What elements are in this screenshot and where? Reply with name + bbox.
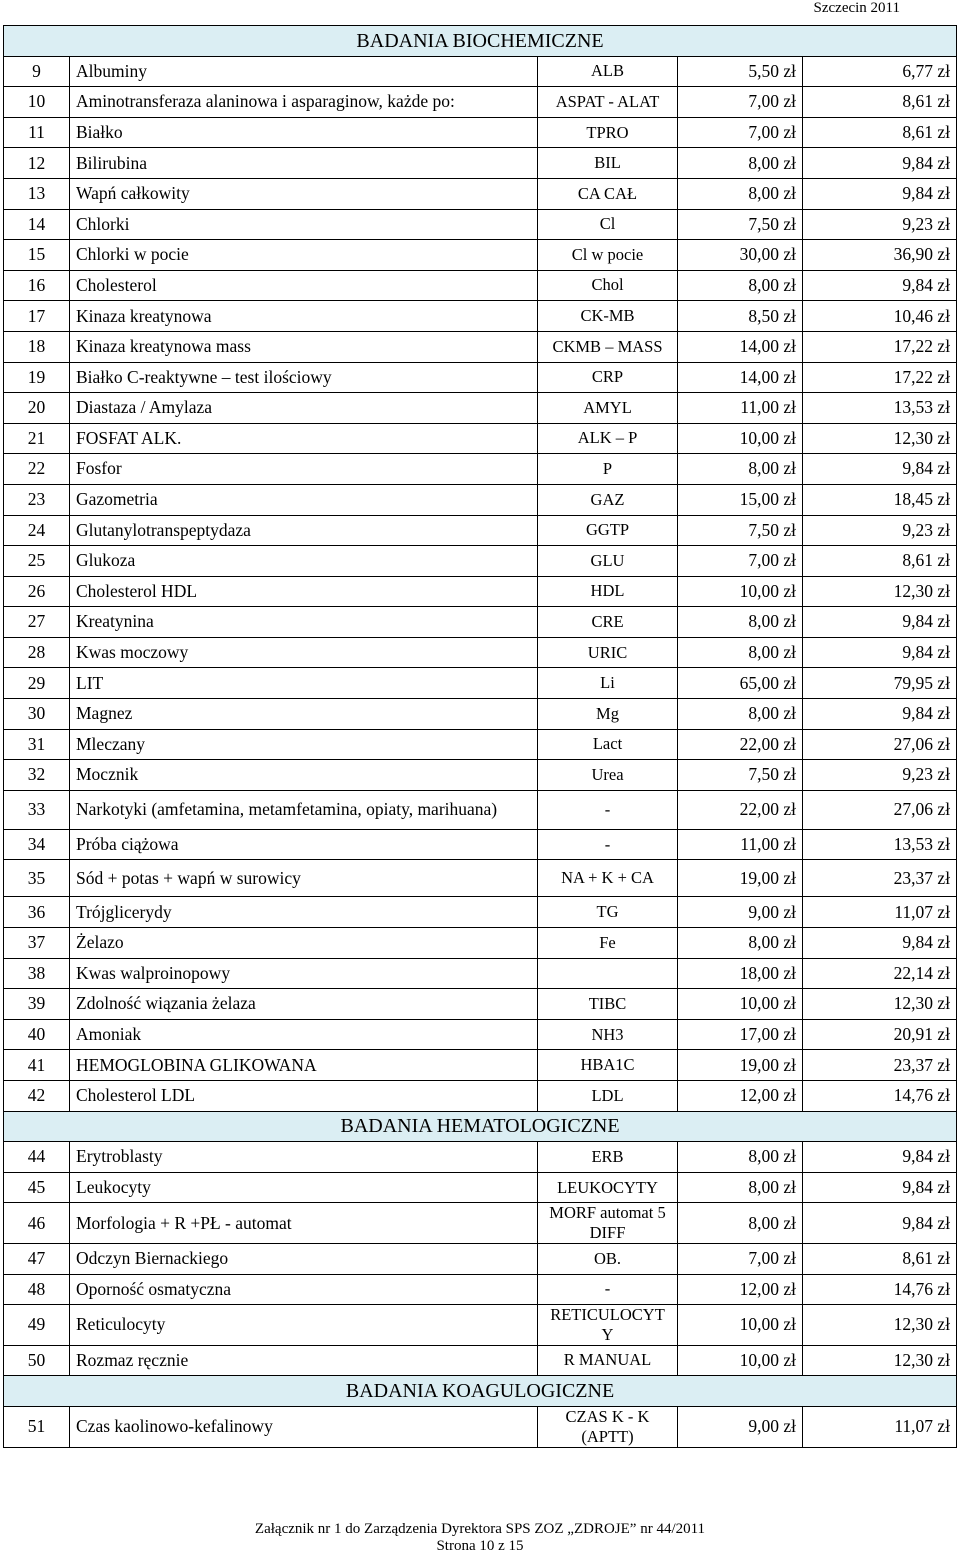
table-row xyxy=(4,87,957,118)
price-gross: 9,84 zł xyxy=(803,928,957,959)
table-row xyxy=(4,576,957,607)
price-net: 9,00 zł xyxy=(678,897,803,928)
table-row xyxy=(4,546,957,577)
price-net: 8,00 zł xyxy=(678,1142,803,1173)
test-name: HEMOGLOBINA GLIKOWANA xyxy=(70,1050,538,1081)
test-code: Cl w pocie xyxy=(538,240,678,271)
price-gross: 12,30 zł xyxy=(803,989,957,1020)
test-code: CK-MB xyxy=(538,301,678,332)
test-number: 25 xyxy=(4,546,70,577)
test-code: CRP xyxy=(538,362,678,393)
price-gross: 9,84 zł xyxy=(803,607,957,638)
test-code: Li xyxy=(538,668,678,699)
test-code-text: RETICULOCYT Y xyxy=(550,1305,665,1344)
test-code-text: CZAS K - K (APTT) xyxy=(565,1406,650,1446)
price-table-body xyxy=(4,26,957,1448)
test-number: 13 xyxy=(4,178,70,209)
price-net: 17,00 zł xyxy=(678,1019,803,1050)
test-name: Leukocyty xyxy=(70,1172,538,1203)
test-code: P xyxy=(538,454,678,485)
table-row xyxy=(4,148,957,179)
price-gross: 9,84 zł xyxy=(803,454,957,485)
test-name: Rozmaz ręcznie xyxy=(70,1345,538,1376)
test-number: 10 xyxy=(4,87,70,118)
test-number: 35 xyxy=(4,860,70,897)
table-row xyxy=(4,989,957,1020)
section-header-row xyxy=(4,1376,957,1407)
table-row xyxy=(4,829,957,860)
test-number: 26 xyxy=(4,576,70,607)
price-gross: 27,06 zł xyxy=(803,790,957,829)
price-net: 8,00 zł xyxy=(678,1172,803,1203)
test-number: 9 xyxy=(4,56,70,87)
table-row xyxy=(4,178,957,209)
table-row xyxy=(4,607,957,638)
test-name: Białko xyxy=(70,117,538,148)
test-number: 36 xyxy=(4,897,70,928)
price-net: 10,00 zł xyxy=(678,1305,803,1346)
price-net: 5,50 zł xyxy=(678,56,803,87)
price-net: 14,00 zł xyxy=(678,331,803,362)
test-number: 45 xyxy=(4,1172,70,1203)
test-number: 38 xyxy=(4,958,70,989)
price-gross: 9,84 zł xyxy=(803,1142,957,1173)
test-number: 21 xyxy=(4,423,70,454)
test-name: Odczyn Biernackiego xyxy=(70,1243,538,1274)
price-gross: 12,30 zł xyxy=(803,576,957,607)
test-code: CKMB – MASS xyxy=(538,331,678,362)
price-net: 8,50 zł xyxy=(678,301,803,332)
test-name: Trójglicerydy xyxy=(70,897,538,928)
test-number: 18 xyxy=(4,331,70,362)
price-gross: 27,06 zł xyxy=(803,729,957,760)
test-code: TPRO xyxy=(538,117,678,148)
price-net: 8,00 zł xyxy=(678,454,803,485)
price-net: 65,00 zł xyxy=(678,668,803,699)
table-row xyxy=(4,1142,957,1173)
table-row xyxy=(4,1274,957,1305)
test-code: TIBC xyxy=(538,989,678,1020)
test-name: Cholesterol LDL xyxy=(70,1081,538,1112)
test-name: Aminotransferaza alaninowa i asparaginow, każde po: xyxy=(70,87,538,118)
test-code: LDL xyxy=(538,1081,678,1112)
table-row xyxy=(4,760,957,791)
test-code: ASPAT - ALAT xyxy=(538,87,678,118)
test-code: TG xyxy=(538,897,678,928)
price-gross: 9,23 zł xyxy=(803,209,957,240)
table-row xyxy=(4,1305,957,1346)
test-number: 14 xyxy=(4,209,70,240)
section-title: BADANIA HEMATOLOGICZNE xyxy=(4,1111,957,1142)
test-name: Magnez xyxy=(70,699,538,730)
test-number: 20 xyxy=(4,393,70,424)
test-name: Erytroblasty xyxy=(70,1142,538,1173)
document-date: Szczecin 2011 xyxy=(813,0,900,16)
price-gross: 8,61 zł xyxy=(803,117,957,148)
test-name: Kreatynina xyxy=(70,607,538,638)
footer-page-number: Strona 10 z 15 xyxy=(436,1538,524,1554)
test-number: 24 xyxy=(4,515,70,546)
test-code: ALB xyxy=(538,56,678,87)
price-gross: 13,53 zł xyxy=(803,393,957,424)
price-net: 8,00 zł xyxy=(678,699,803,730)
table-row xyxy=(4,117,957,148)
price-net: 15,00 zł xyxy=(678,484,803,515)
table-row xyxy=(4,729,957,760)
test-name xyxy=(70,790,538,829)
test-name xyxy=(70,1203,538,1244)
test-number: 44 xyxy=(4,1142,70,1173)
test-code-text: MORF automat 5 DIFF xyxy=(549,1203,666,1243)
test-name: Oporność osmatyczna xyxy=(70,1274,538,1305)
test-name: Cholesterol xyxy=(70,270,538,301)
test-name: Fosfor xyxy=(70,454,538,485)
price-net: 9,00 zł xyxy=(678,1406,803,1447)
price-gross: 79,95 zł xyxy=(803,668,957,699)
test-number: 37 xyxy=(4,928,70,959)
table-row xyxy=(4,454,957,485)
table-row xyxy=(4,1243,957,1274)
price-net: 12,00 zł xyxy=(678,1081,803,1112)
test-number: 12 xyxy=(4,148,70,179)
price-gross: 9,84 zł xyxy=(803,637,957,668)
price-net: 22,00 zł xyxy=(678,729,803,760)
price-net: 22,00 zł xyxy=(678,790,803,829)
test-name: Kwas walproinopowy xyxy=(70,958,538,989)
test-code xyxy=(538,790,678,829)
test-number: 23 xyxy=(4,484,70,515)
test-code: BIL xyxy=(538,148,678,179)
table-row xyxy=(4,928,957,959)
section-title: BADANIA BIOCHEMICZNE xyxy=(4,26,957,57)
price-net: 10,00 zł xyxy=(678,423,803,454)
test-number: 16 xyxy=(4,270,70,301)
test-name: Mleczany xyxy=(70,729,538,760)
test-number: 49 xyxy=(4,1305,70,1346)
test-code: OB. xyxy=(538,1243,678,1274)
table-row xyxy=(4,362,957,393)
price-gross: 8,61 zł xyxy=(803,546,957,577)
footer-attachment-note: Załącznik nr 1 do Zarządzenia Dyrektora SPS ZOZ „ZDROJE” nr 44/2011 xyxy=(254,1521,706,1537)
test-code: CRE xyxy=(538,607,678,638)
test-code xyxy=(538,958,678,989)
table-row xyxy=(4,515,957,546)
price-net: 7,50 zł xyxy=(678,515,803,546)
test-number: 27 xyxy=(4,607,70,638)
table-row xyxy=(4,56,957,87)
price-gross: 9,84 zł xyxy=(803,1172,957,1203)
price-net: 19,00 zł xyxy=(678,1050,803,1081)
test-name: Kinaza kreatynowa mass xyxy=(70,331,538,362)
price-net: 12,00 zł xyxy=(678,1274,803,1305)
price-gross: 9,84 zł xyxy=(803,270,957,301)
price-net: 7,00 zł xyxy=(678,1243,803,1274)
price-net: 14,00 zł xyxy=(678,362,803,393)
price-gross: 10,46 zł xyxy=(803,301,957,332)
test-name: Bilirubina xyxy=(70,148,538,179)
table-row xyxy=(4,423,957,454)
price-net: 7,00 zł xyxy=(678,87,803,118)
test-code: GAZ xyxy=(538,484,678,515)
price-gross: 9,84 zł xyxy=(803,178,957,209)
price-net: 7,50 zł xyxy=(678,760,803,791)
price-gross: 20,91 zł xyxy=(803,1019,957,1050)
price-net: 7,50 zł xyxy=(678,209,803,240)
test-code-text: - xyxy=(604,799,611,819)
test-name-text: Czas kaolinowo-kefalinowy xyxy=(76,1416,273,1437)
table-row xyxy=(4,790,957,829)
test-code: HDL xyxy=(538,576,678,607)
price-net: 10,00 zł xyxy=(678,1345,803,1376)
test-number: 19 xyxy=(4,362,70,393)
price-gross: 6,77 zł xyxy=(803,56,957,87)
test-number: 11 xyxy=(4,117,70,148)
test-name: FOSFAT ALK. xyxy=(70,423,538,454)
price-net: 8,00 zł xyxy=(678,178,803,209)
test-number: 51 xyxy=(4,1406,70,1447)
table-row xyxy=(4,1050,957,1081)
test-name: Żelazo xyxy=(70,928,538,959)
test-code: ALK – P xyxy=(538,423,678,454)
test-code: - xyxy=(538,829,678,860)
test-number: 50 xyxy=(4,1345,70,1376)
test-code: NA + K + CA xyxy=(538,860,678,897)
test-number: 17 xyxy=(4,301,70,332)
price-gross: 18,45 zł xyxy=(803,484,957,515)
test-name: Mocznik xyxy=(70,760,538,791)
test-name-text: Reticulocyty xyxy=(76,1314,166,1335)
test-code: Urea xyxy=(538,760,678,791)
test-number: 47 xyxy=(4,1243,70,1274)
section-header-row xyxy=(4,26,957,57)
price-gross: 23,37 zł xyxy=(803,860,957,897)
test-name: Sód + potas + wapń w surowicy xyxy=(70,860,538,897)
price-net: 30,00 zł xyxy=(678,240,803,271)
test-code: Lact xyxy=(538,729,678,760)
price-gross: 11,07 zł xyxy=(803,1406,957,1447)
price-gross: 8,61 zł xyxy=(803,87,957,118)
test-code xyxy=(538,1305,678,1346)
test-code: HBA1C xyxy=(538,1050,678,1081)
test-code xyxy=(538,1203,678,1244)
test-code: Cl xyxy=(538,209,678,240)
price-gross: 12,30 zł xyxy=(803,1345,957,1376)
price-net: 8,00 zł xyxy=(678,270,803,301)
test-name xyxy=(70,1406,538,1447)
price-net: 11,00 zł xyxy=(678,393,803,424)
table-row xyxy=(4,393,957,424)
section-title: BADANIA KOAGULOGICZNE xyxy=(4,1376,957,1407)
test-name: Glukoza xyxy=(70,546,538,577)
table-row xyxy=(4,301,957,332)
test-number: 42 xyxy=(4,1081,70,1112)
test-name: Chlorki w pocie xyxy=(70,240,538,271)
price-net: 11,00 zł xyxy=(678,829,803,860)
test-name: Diastaza / Amylaza xyxy=(70,393,538,424)
test-code xyxy=(538,1406,678,1447)
price-net: 18,00 zł xyxy=(678,958,803,989)
price-gross: 9,84 zł xyxy=(803,148,957,179)
test-code: AMYL xyxy=(538,393,678,424)
price-net: 8,00 zł xyxy=(678,148,803,179)
table-row xyxy=(4,668,957,699)
price-gross: 12,30 zł xyxy=(803,1305,957,1346)
test-code: ERB xyxy=(538,1142,678,1173)
test-code: R MANUAL xyxy=(538,1345,678,1376)
test-name: Glutanylotranspeptydaza xyxy=(70,515,538,546)
test-code: Chol xyxy=(538,270,678,301)
price-gross: 17,22 zł xyxy=(803,362,957,393)
table-row xyxy=(4,1172,957,1203)
test-name xyxy=(70,1305,538,1346)
test-name: Chlorki xyxy=(70,209,538,240)
table-row xyxy=(4,331,957,362)
test-code: - xyxy=(538,1274,678,1305)
price-gross: 9,23 zł xyxy=(803,760,957,791)
price-net: 10,00 zł xyxy=(678,576,803,607)
price-net: 8,00 zł xyxy=(678,607,803,638)
table-row xyxy=(4,958,957,989)
table-row xyxy=(4,240,957,271)
test-name: Kinaza kreatynowa xyxy=(70,301,538,332)
price-net: 8,00 zł xyxy=(678,928,803,959)
test-code: GLU xyxy=(538,546,678,577)
test-number: 30 xyxy=(4,699,70,730)
price-gross: 14,76 zł xyxy=(803,1274,957,1305)
table-row xyxy=(4,270,957,301)
test-name: Cholesterol HDL xyxy=(70,576,538,607)
test-name: Kwas moczowy xyxy=(70,637,538,668)
test-number: 34 xyxy=(4,829,70,860)
price-net: 10,00 zł xyxy=(678,989,803,1020)
table-row xyxy=(4,637,957,668)
test-number: 31 xyxy=(4,729,70,760)
price-net: 7,00 zł xyxy=(678,546,803,577)
test-number: 28 xyxy=(4,637,70,668)
table-row xyxy=(4,1345,957,1376)
test-name-text: Narkotyki (amfetamina, metamfetamina, opiaty, marihuana) xyxy=(76,799,498,820)
price-gross: 8,61 zł xyxy=(803,1243,957,1274)
price-net: 19,00 zł xyxy=(678,860,803,897)
test-number: 22 xyxy=(4,454,70,485)
price-gross: 9,84 zł xyxy=(803,1203,957,1244)
table-row xyxy=(4,1203,957,1244)
test-number: 33 xyxy=(4,790,70,829)
price-gross: 11,07 zł xyxy=(803,897,957,928)
test-name: Wapń całkowity xyxy=(70,178,538,209)
test-number: 32 xyxy=(4,760,70,791)
price-table xyxy=(3,25,957,1448)
test-name: Białko C-reaktywne – test ilościowy xyxy=(70,362,538,393)
table-row xyxy=(4,1019,957,1050)
price-gross: 22,14 zł xyxy=(803,958,957,989)
test-number: 40 xyxy=(4,1019,70,1050)
section-header-row xyxy=(4,1111,957,1142)
test-number: 15 xyxy=(4,240,70,271)
test-number: 29 xyxy=(4,668,70,699)
price-gross: 36,90 zł xyxy=(803,240,957,271)
test-name: Albuminy xyxy=(70,56,538,87)
test-code: Mg xyxy=(538,699,678,730)
test-code: LEUKOCYTY xyxy=(538,1172,678,1203)
price-gross: 14,76 zł xyxy=(803,1081,957,1112)
price-gross: 9,23 zł xyxy=(803,515,957,546)
test-code: NH3 xyxy=(538,1019,678,1050)
test-number: 46 xyxy=(4,1203,70,1244)
price-net: 8,00 zł xyxy=(678,1203,803,1244)
table-row xyxy=(4,897,957,928)
test-number: 41 xyxy=(4,1050,70,1081)
table-row xyxy=(4,1406,957,1447)
test-code: Fe xyxy=(538,928,678,959)
price-gross: 23,37 zł xyxy=(803,1050,957,1081)
test-number: 39 xyxy=(4,989,70,1020)
test-code: URIC xyxy=(538,637,678,668)
test-code: CA CAŁ xyxy=(538,178,678,209)
table-row xyxy=(4,860,957,897)
price-gross: 17,22 zł xyxy=(803,331,957,362)
test-name: LIT xyxy=(70,668,538,699)
table-row xyxy=(4,1081,957,1112)
test-name: Gazometria xyxy=(70,484,538,515)
table-row xyxy=(4,699,957,730)
test-name: Próba ciążowa xyxy=(70,829,538,860)
test-name: Zdolność wiązania żelaza xyxy=(70,989,538,1020)
test-name-text: Morfologia + R +PŁ - automat xyxy=(76,1212,292,1233)
price-gross: 13,53 zł xyxy=(803,829,957,860)
table-row xyxy=(4,484,957,515)
price-gross: 9,84 zł xyxy=(803,699,957,730)
test-name: Amoniak xyxy=(70,1019,538,1050)
price-gross: 12,30 zł xyxy=(803,423,957,454)
price-net: 7,00 zł xyxy=(678,117,803,148)
price-net: 8,00 zł xyxy=(678,637,803,668)
test-number: 48 xyxy=(4,1274,70,1305)
table-row xyxy=(4,209,957,240)
test-code: GGTP xyxy=(538,515,678,546)
